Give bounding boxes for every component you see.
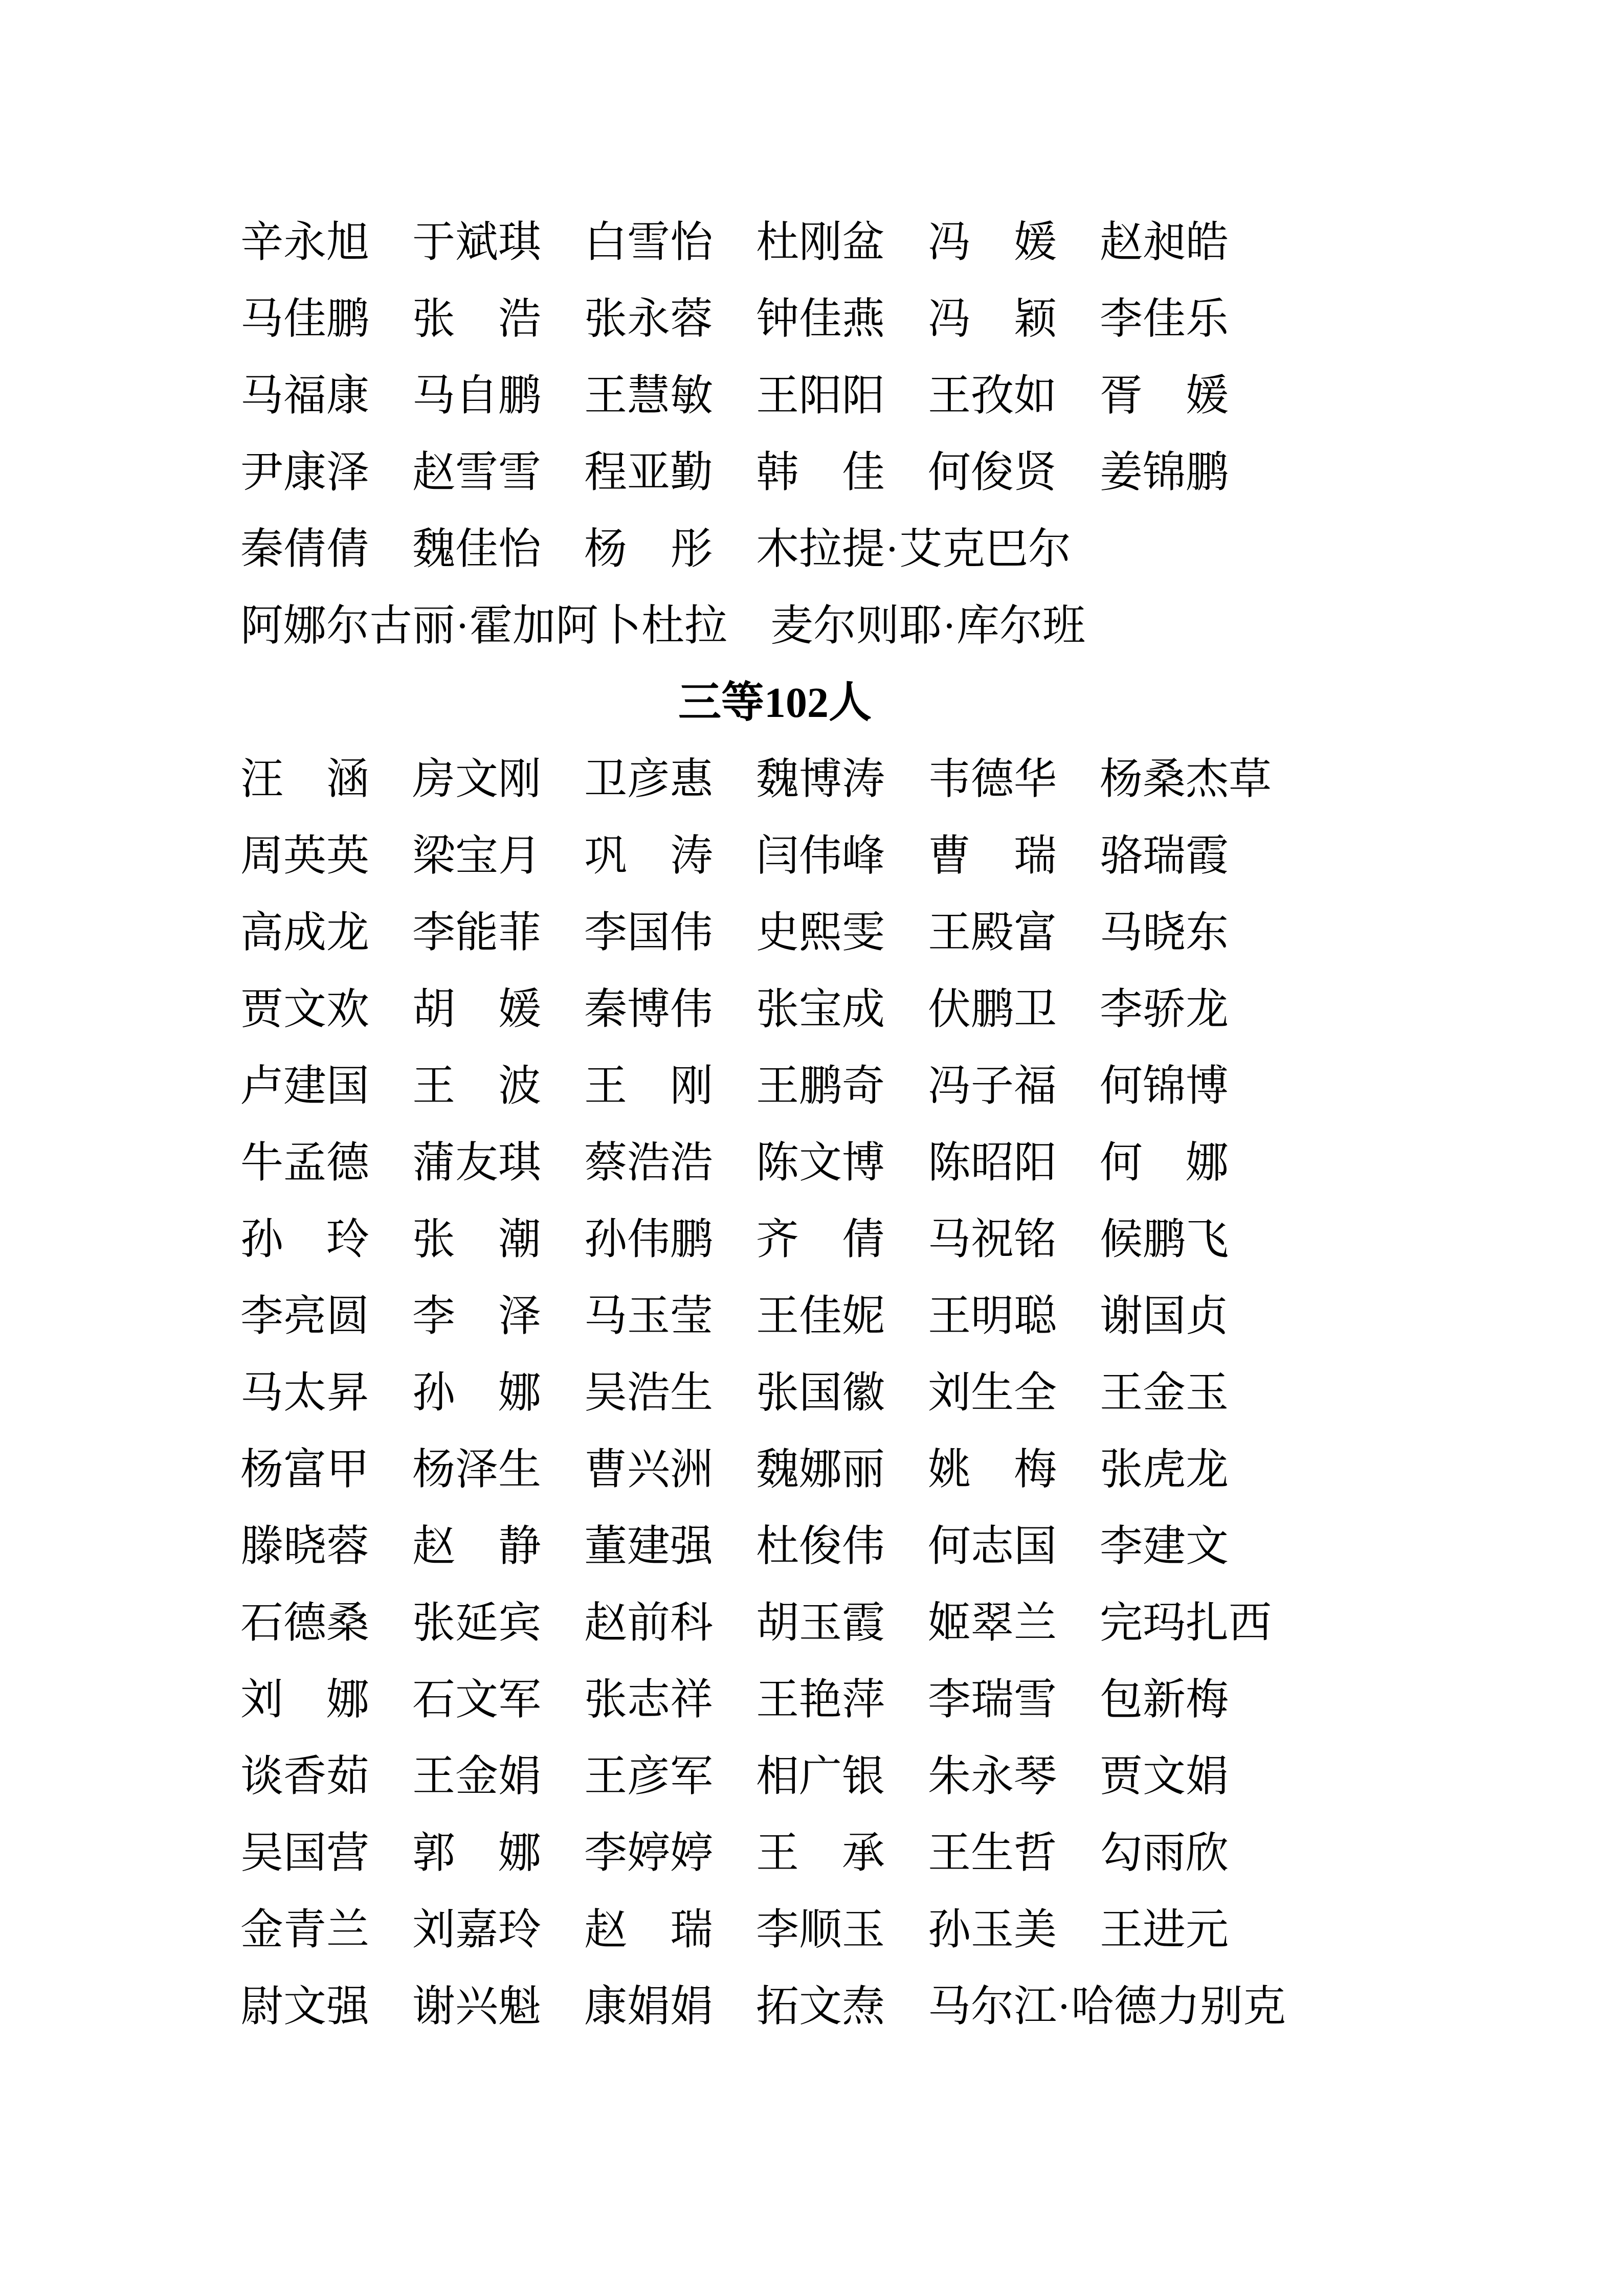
person-name: 张 潮 (412, 1216, 542, 1264)
name-row (240, 972, 1309, 1048)
person-name: 杨泽生 (412, 1446, 542, 1494)
person-name: 胥 媛 (1100, 372, 1229, 420)
person-name: 杨桑杰草 (1100, 756, 1272, 803)
person-name: 马晓东 (1100, 909, 1229, 957)
person-name: 王阳阳 (756, 372, 885, 420)
name-row (240, 205, 1309, 281)
person-name: 赵昶皓 (1100, 219, 1229, 266)
person-name: 伏鹏卫 (928, 986, 1057, 1033)
person-name: 滕晓蓉 (240, 1523, 370, 1570)
person-name: 杨富甲 (240, 1446, 370, 1494)
person-name: 蒲友琪 (412, 1139, 542, 1187)
person-name: 姬翠兰 (928, 1600, 1057, 1647)
person-name: 王金玉 (1100, 1369, 1229, 1417)
person-name: 孙 玲 (240, 1216, 370, 1264)
person-name: 齐 倩 (756, 1216, 885, 1264)
name-row (240, 1202, 1309, 1278)
person-name: 王慧敏 (584, 372, 714, 420)
name-row (240, 1739, 1309, 1815)
person-name: 杜俊伟 (756, 1523, 885, 1570)
name-row (240, 1662, 1309, 1739)
person-name: 姜锦鹏 (1100, 449, 1229, 497)
person-name: 卫彦惠 (584, 756, 714, 803)
person-name: 赵雪雪 (412, 449, 542, 497)
person-name: 尹康泽 (240, 449, 370, 497)
name-row (240, 895, 1309, 972)
person-name: 王进元 (1100, 1906, 1229, 1954)
name-row (240, 358, 1309, 435)
person-name: 贾文娟 (1100, 1753, 1229, 1800)
person-name: 马福康 (240, 372, 370, 420)
person-name: 于斌琪 (412, 219, 542, 266)
person-name: 梁宝月 (412, 832, 542, 880)
person-name: 李骄龙 (1100, 986, 1229, 1033)
person-name: 李 泽 (412, 1293, 542, 1340)
person-name: 魏娜丽 (756, 1446, 885, 1494)
person-name: 张国徽 (756, 1369, 885, 1417)
person-name: 孙 娜 (412, 1369, 542, 1417)
person-name: 王生哲 (928, 1830, 1057, 1877)
person-name: 勾雨欣 (1100, 1830, 1229, 1877)
person-name: 李能菲 (412, 909, 542, 957)
person-name: 房文刚 (412, 756, 542, 803)
person-name: 孙玉美 (928, 1906, 1057, 1954)
person-name: 张永蓉 (584, 296, 714, 343)
person-name: 王金娟 (412, 1753, 542, 1800)
top-name-list (240, 205, 1309, 665)
person-name: 何 娜 (1100, 1139, 1229, 1187)
person-name: 张志祥 (584, 1676, 714, 1724)
person-name: 石文军 (412, 1676, 542, 1724)
person-name: 刘生全 (928, 1369, 1057, 1417)
person-name: 马佳鹏 (240, 296, 370, 343)
person-name: 金青兰 (240, 1906, 370, 1954)
person-name: 白雪怡 (584, 219, 714, 266)
name-row (240, 818, 1309, 895)
person-name: 贾文欢 (240, 986, 370, 1033)
person-name: 刘嘉玲 (412, 1906, 542, 1954)
name-row (240, 1355, 1309, 1432)
person-name: 秦倩倩 (240, 526, 370, 573)
person-name: 石德桑 (240, 1600, 370, 1647)
person-name: 马祝铭 (928, 1216, 1057, 1264)
name-row (240, 1509, 1309, 1585)
person-name: 李佳乐 (1100, 296, 1229, 343)
name-row (240, 1278, 1309, 1355)
person-name: 曹 瑞 (928, 832, 1057, 880)
person-name: 相广银 (756, 1753, 885, 1800)
name-row (240, 1585, 1309, 1662)
person-name: 王彦军 (584, 1753, 714, 1800)
person-name: 魏博涛 (756, 756, 885, 803)
person-name: 史熙雯 (756, 909, 885, 957)
person-name: 冯 颖 (928, 296, 1057, 343)
person-name: 谢兴魁 (412, 1983, 542, 2031)
third-grade-name-list (240, 741, 1309, 2045)
name-row (240, 588, 1309, 665)
person-name: 马太昇 (240, 1369, 370, 1417)
person-name: 包新梅 (1100, 1676, 1229, 1724)
person-name: 谈香茹 (240, 1753, 370, 1800)
person-name: 韦德华 (928, 756, 1057, 803)
person-name: 赵 瑞 (584, 1906, 714, 1954)
name-row (240, 281, 1309, 358)
name-row (240, 511, 1309, 588)
person-name: 程亚勤 (584, 449, 714, 497)
person-name: 麦尔则耶·库尔班 (770, 602, 1085, 650)
name-row (240, 1892, 1309, 1969)
person-name: 张宝成 (756, 986, 885, 1033)
person-name: 胡玉霞 (756, 1600, 885, 1647)
person-name: 董建强 (584, 1523, 714, 1570)
person-name: 胡 媛 (412, 986, 542, 1033)
name-row (240, 741, 1309, 818)
section-heading-third-grade: 三等102人 (678, 679, 872, 727)
person-name: 高成龙 (240, 909, 370, 957)
name-row (240, 1125, 1309, 1202)
person-name: 牛孟德 (240, 1139, 370, 1187)
name-row (240, 1432, 1309, 1509)
person-name: 秦博伟 (584, 986, 714, 1033)
person-name: 李瑞雪 (928, 1676, 1057, 1724)
person-name: 李国伟 (584, 909, 714, 957)
person-name: 赵前科 (584, 1600, 714, 1647)
person-name: 刘 娜 (240, 1676, 370, 1724)
person-name: 闫伟峰 (756, 832, 885, 880)
person-name: 陈文博 (756, 1139, 885, 1187)
person-name: 王 承 (756, 1830, 885, 1877)
name-row (240, 435, 1309, 511)
person-name: 汪 涵 (240, 756, 370, 803)
person-name: 马自鹏 (412, 372, 542, 420)
person-name: 王鹏奇 (756, 1063, 885, 1110)
document-content (240, 205, 1309, 2045)
person-name: 吴国营 (240, 1830, 370, 1877)
person-name: 巩 涛 (584, 832, 714, 880)
person-name: 韩 佳 (756, 449, 885, 497)
person-name: 张虎龙 (1100, 1446, 1229, 1494)
person-name: 姚 梅 (928, 1446, 1057, 1494)
person-name: 何锦博 (1100, 1063, 1229, 1110)
person-name: 王明聪 (928, 1293, 1057, 1340)
person-name: 候鹏飞 (1100, 1216, 1229, 1264)
person-name: 冯 媛 (928, 219, 1057, 266)
person-name: 张延宾 (412, 1600, 542, 1647)
person-name: 康娟娟 (584, 1983, 714, 2031)
name-row (240, 1048, 1309, 1125)
person-name: 李建文 (1100, 1523, 1229, 1570)
person-name: 蔡浩浩 (584, 1139, 714, 1187)
person-name: 魏佳怡 (412, 526, 542, 573)
person-name: 何志国 (928, 1523, 1057, 1570)
person-name: 杨 彤 (584, 526, 714, 573)
person-name: 马玉莹 (584, 1293, 714, 1340)
name-row (240, 1969, 1309, 2045)
person-name: 张 浩 (412, 296, 542, 343)
person-name: 谢国贞 (1100, 1293, 1229, 1340)
person-name: 卢建国 (240, 1063, 370, 1110)
person-name: 李顺玉 (756, 1906, 885, 1954)
person-name: 王殿富 (928, 909, 1057, 957)
person-name: 曹兴洲 (584, 1446, 714, 1494)
person-name: 王佳妮 (756, 1293, 885, 1340)
person-name: 王艳萍 (756, 1676, 885, 1724)
person-name: 阿娜尔古丽·霍加阿卜杜拉 (240, 602, 727, 650)
person-name: 拓文焘 (756, 1983, 885, 2031)
person-name: 李婷婷 (584, 1830, 714, 1877)
person-name: 王 刚 (584, 1063, 714, 1110)
person-name: 骆瑞霞 (1100, 832, 1229, 880)
person-name: 王孜如 (928, 372, 1057, 420)
person-name: 周英英 (240, 832, 370, 880)
person-name: 孙伟鹏 (584, 1216, 714, 1264)
person-name: 辛永旭 (240, 219, 370, 266)
person-name: 马尔江·哈德力别克 (928, 1983, 1286, 2031)
person-name: 郭 娜 (412, 1830, 542, 1877)
person-name: 王 波 (412, 1063, 542, 1110)
person-name: 赵 静 (412, 1523, 542, 1570)
person-name: 钟佳燕 (756, 296, 885, 343)
person-name: 木拉提·艾克巴尔 (756, 526, 1071, 573)
person-name: 陈昭阳 (928, 1139, 1057, 1187)
person-name: 吴浩生 (584, 1369, 714, 1417)
person-name: 冯子福 (928, 1063, 1057, 1110)
person-name: 完玛扎西 (1100, 1600, 1272, 1647)
person-name: 杜刚盆 (756, 219, 885, 266)
name-row (240, 1815, 1309, 1892)
person-name: 尉文强 (240, 1983, 370, 2031)
person-name: 朱永琴 (928, 1753, 1057, 1800)
person-name: 李亮圆 (240, 1293, 370, 1340)
person-name: 何俊贤 (928, 449, 1057, 497)
